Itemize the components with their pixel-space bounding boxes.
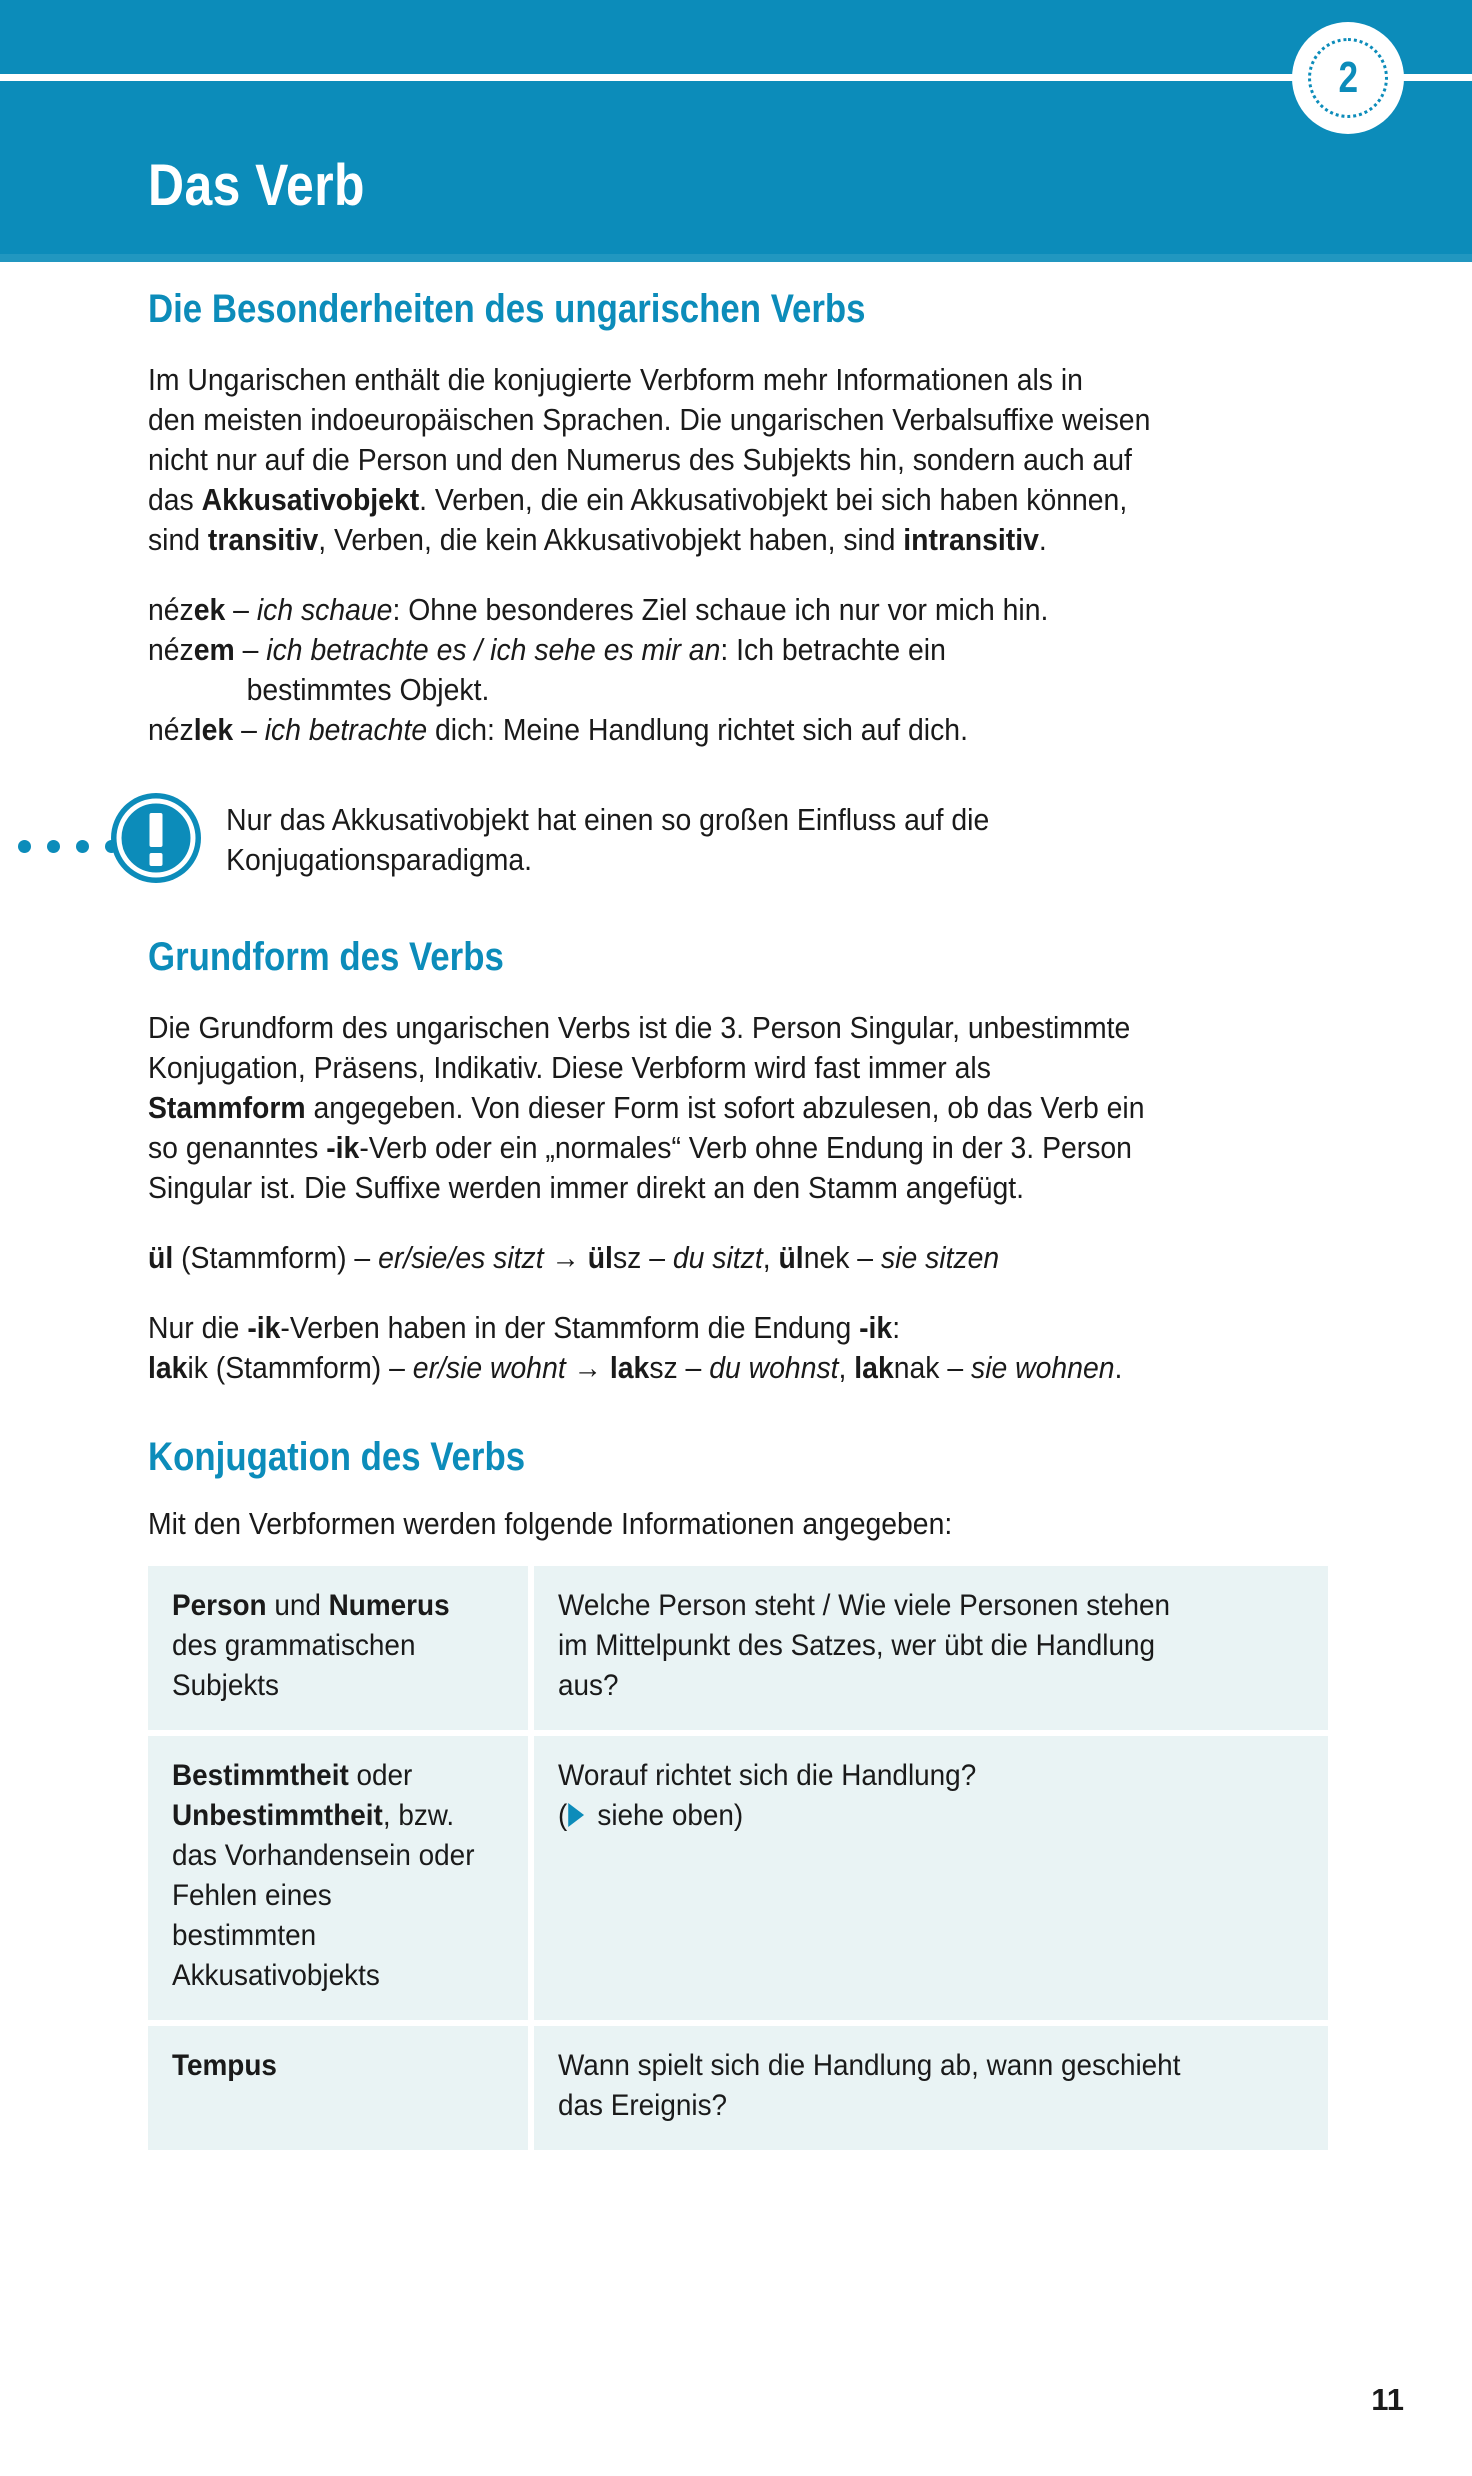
cell-line: Welche Person steht / Wie viele Personen stehen — [558, 1589, 1171, 1622]
note-line: Konjugationsparadigma. — [226, 843, 533, 877]
paragraph-line: nicht nur auf die Person und den Numerus des Subjekts hin, sondern auch auf — [148, 443, 1132, 477]
note-line: Nur das Akkusativobjekt hat einen so großen Einfluss auf die — [226, 803, 990, 837]
example-ul — [148, 1208, 1245, 1278]
paragraph-line: Im Ungarischen enthält die konjugierte Verbform mehr Informationen als in — [148, 363, 1083, 397]
page-content — [148, 262, 1328, 2150]
paragraph-line: Konjugation, Präsens, Indikativ. Diese Verbform wird fast immer als — [148, 1051, 991, 1085]
cell-line: Unbestimmtheit, bzw. — [172, 1799, 455, 1832]
triangle-right-icon — [568, 1803, 584, 1827]
paragraph-line: das Akkusativobjekt. Verben, die ein Akkusativobjekt bei sich haben können, — [148, 483, 1128, 517]
cell-line: das Vorhandensein oder — [172, 1839, 475, 1872]
table-intro: Mit den Verbformen werden folgende Informationen angegeben: — [148, 1507, 953, 1541]
cell-line: Person und Numerus — [172, 1589, 450, 1622]
cell-line: des grammatischen — [172, 1629, 416, 1662]
header-band-underline — [0, 254, 1472, 262]
leader-dot — [18, 840, 31, 853]
paragraph-line: Nur die -ik-Verben haben in der Stammform die Endung -ik: — [148, 1311, 901, 1345]
paragraph-line: den meisten indoeuropäischen Sprachen. Die ungarischen Verbalsuffixe weisen — [148, 403, 1151, 437]
example-line: ül (Stammform) – er/sie/es sitzt → ülsz – du sitzt, ülnek – sie sitzen — [148, 1241, 1000, 1275]
section-heading-besonderheiten: Die Besonderheiten des ungarischen Verbs — [148, 287, 866, 331]
cell-label-bold: Tempus — [172, 2049, 277, 2082]
section-heading-konjugation: Konjugation des Verbs — [148, 1435, 526, 1479]
page-number: 11 — [1371, 2382, 1404, 2417]
table-cell-description — [534, 2026, 1328, 2150]
paragraph-line: Die Grundform des ungarischen Verbs ist die 3. Person Singular, unbestimmte — [148, 1011, 1131, 1045]
cell-line: ( siehe oben) — [558, 1799, 744, 1832]
page-title: Das Verb — [148, 153, 365, 218]
chapter-header-band — [0, 0, 1472, 254]
cell-line: das Ereignis? — [558, 2089, 728, 2122]
ik-verbs-note — [148, 1278, 1245, 1388]
paragraph-line: so genanntes -ik-Verb oder ein „normales“ Verb ohne Endung in der 3. Person — [148, 1131, 1132, 1165]
header-rule — [0, 74, 1472, 81]
chapter-number: 2 — [1338, 53, 1358, 102]
verb-info-table — [148, 1566, 1328, 2150]
paragraph-besonderheiten — [148, 330, 1245, 560]
note-text — [148, 792, 1245, 880]
cell-line: Worauf richtet sich die Handlung? — [558, 1759, 977, 1792]
table-cell-description — [534, 1566, 1328, 1736]
table-row — [148, 1736, 1328, 2026]
cell-line: aus? — [558, 1669, 619, 1702]
example-line: bestimmtes Objekt. — [246, 673, 490, 707]
table-cell-description — [534, 1736, 1328, 2026]
table-cell-label — [148, 2026, 534, 2150]
cell-line: Fehlen eines bestimmten — [172, 1879, 332, 1952]
cell-line — [172, 2046, 481, 2086]
example-line: lakik (Stammform) – er/sie wohnt → laksz – du wohnst, laknak – sie wohnen. — [148, 1351, 1123, 1385]
note-callout — [148, 792, 1328, 888]
cell-line: Subjekts — [172, 1669, 280, 1702]
cross-reference-text: siehe oben) — [589, 1799, 744, 1832]
chapter-number-badge — [1292, 22, 1404, 134]
example-line: nézek – ich schaue: Ohne besonderes Ziel schaue ich nur vor mich hin. — [148, 593, 1049, 627]
table-cell-label — [148, 1566, 534, 1736]
example-line: nézem – ich betrachte es / ich sehe es mir an: Ich betrachte ein — [148, 633, 946, 667]
table-row — [148, 2026, 1328, 2150]
table-row — [148, 1566, 1328, 1736]
paragraph-line: Singular ist. Die Suffixe werden immer direkt an den Stamm angefügt. — [148, 1171, 1025, 1205]
example-line: nézlek – ich betrachte dich: Meine Handlung richtet sich auf dich. — [148, 713, 968, 747]
cell-line: Wann spielt sich die Handlung ab, wann geschieht — [558, 2049, 1181, 2082]
examples-nezek — [148, 560, 1245, 750]
paragraph-line: sind transitiv, Verben, die kein Akkusativobjekt haben, sind intransitiv. — [148, 523, 1047, 557]
cell-line: Bestimmtheit oder — [172, 1759, 413, 1792]
leader-dot — [47, 840, 60, 853]
cell-line: im Mittelpunkt des Satzes, wer übt die Handlung — [558, 1629, 1156, 1662]
section-heading-grundform: Grundform des Verbs — [148, 935, 504, 979]
paragraph-line: Stammform angegeben. Von dieser Form ist sofort abzulesen, ob das Verb ein — [148, 1091, 1145, 1125]
paragraph-grundform — [148, 978, 1245, 1208]
table-cell-label — [148, 1736, 534, 2026]
leader-dot — [76, 840, 89, 853]
cell-line: Akkusativobjekts — [172, 1959, 380, 1992]
